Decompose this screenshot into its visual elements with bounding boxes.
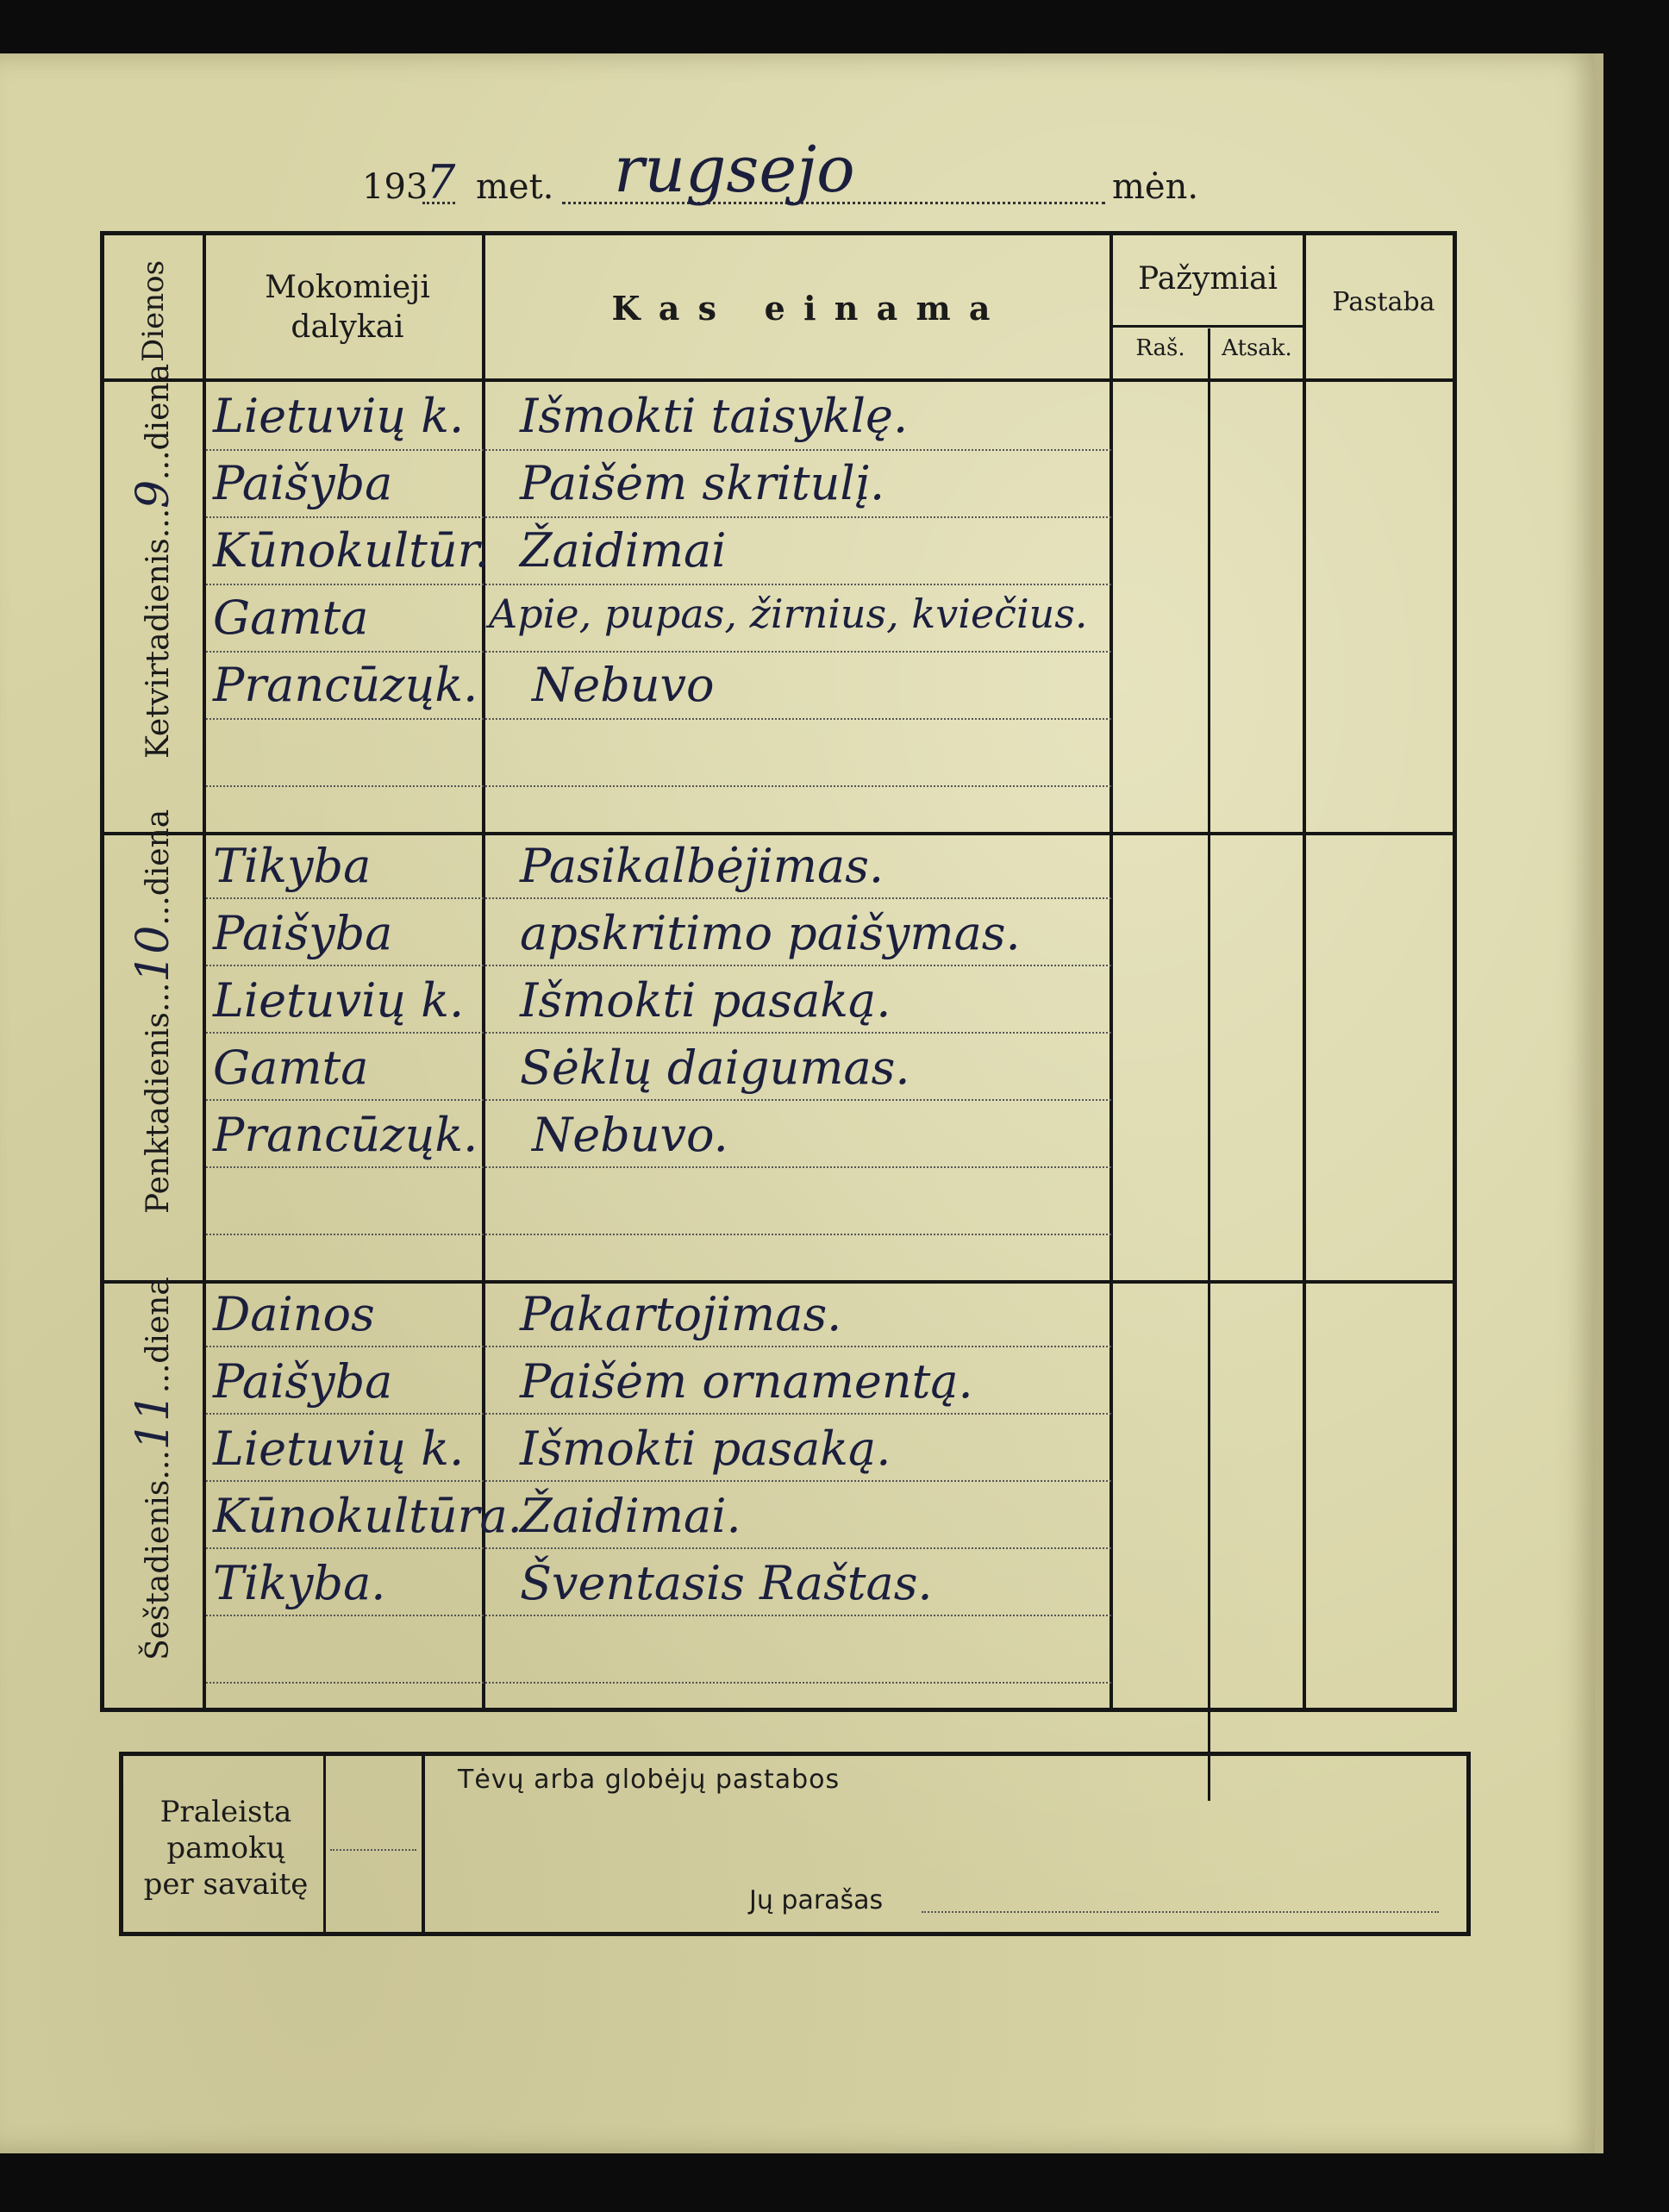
- topic: Žaidimai.: [520, 1489, 741, 1543]
- topic: Pakartojimas.: [520, 1287, 842, 1341]
- col-atsak: Atsak.: [1222, 335, 1292, 361]
- subject: Paišyba: [213, 1354, 393, 1409]
- topic: Sėklų daigumas.: [520, 1040, 910, 1095]
- day-number: 9: [128, 479, 179, 509]
- subject: Gamta: [213, 590, 369, 645]
- subject: Gamta: [213, 1040, 369, 1095]
- col-mokomieji: Mokomieji dalykai: [265, 270, 430, 345]
- subject: Tikyba.: [213, 1556, 386, 1610]
- topic: Nebuvo: [532, 658, 715, 712]
- men-label: mėn.: [1112, 167, 1199, 207]
- month-value: rugsejo: [614, 133, 855, 207]
- subject: Kūnokultūra.: [213, 1489, 522, 1543]
- subject: Kūnokultūr.: [213, 523, 490, 578]
- met-label: met.: [476, 167, 554, 207]
- col-kas-einama: K a s e i n a m a: [611, 289, 994, 328]
- signature-label: Jų parašas: [749, 1885, 884, 1915]
- topic: Išmokti taisyklę.: [520, 389, 909, 443]
- subject: Lietuvių k.: [213, 973, 465, 1028]
- topic: apskritimo paišymas.: [520, 906, 1021, 960]
- topic: Paišėm skritulį.: [520, 456, 885, 510]
- day-number: 11: [128, 1393, 179, 1451]
- topic: Išmokti pasaką.: [520, 1422, 891, 1476]
- col-ras: Raš.: [1135, 335, 1185, 361]
- day-name: Šeštadienis...11...diena: [128, 1277, 179, 1660]
- topic: Išmokti pasaką.: [520, 973, 891, 1028]
- signature-field[interactable]: [922, 1911, 1439, 1913]
- topic: Nebuvo.: [532, 1108, 728, 1162]
- col-pastabos: Pastaba: [1332, 287, 1435, 317]
- day-number: 10: [128, 925, 179, 983]
- topic: Apie, pupas, žirnius, kviečius.: [489, 590, 1088, 637]
- subject: Dainos: [213, 1287, 375, 1341]
- subject: Tikyba: [213, 839, 372, 893]
- topic: Šventasis Raštas.: [520, 1556, 933, 1610]
- topic: Paišėm ornamentą.: [520, 1354, 973, 1409]
- day-name: Ketvirtadienis...9...diena: [128, 363, 179, 759]
- subject: Paišyba: [213, 906, 393, 960]
- parents-notes-label: Tėvų arba globėjų pastabos: [458, 1765, 841, 1795]
- subject: Lietuvių k.: [213, 1422, 465, 1476]
- subject: Lietuvių k.: [213, 389, 465, 443]
- page-spine: [1595, 53, 1603, 2153]
- lesson-table: [100, 231, 1457, 1712]
- weekly-summary: [119, 1752, 1471, 1936]
- year-digit: 7: [426, 155, 456, 209]
- year-prefix: 193: [362, 167, 428, 207]
- subject: Prancūzųk.: [213, 658, 478, 712]
- topic: Pasikalbėjimas.: [520, 839, 885, 893]
- praleista-label: Praleista pamokų per savaitę: [143, 1795, 309, 1902]
- subject: Prancūzųk.: [213, 1108, 478, 1162]
- topic: Žaidimai: [520, 523, 727, 578]
- year-dots: [422, 202, 455, 204]
- subject: Paišyba: [213, 456, 393, 510]
- col-dienos: Dienos: [136, 259, 171, 363]
- col-pazymiai: Pažymiai: [1138, 261, 1278, 297]
- diary-page: [0, 53, 1603, 2153]
- day-name: Penktadienis...10...diena: [128, 809, 179, 1214]
